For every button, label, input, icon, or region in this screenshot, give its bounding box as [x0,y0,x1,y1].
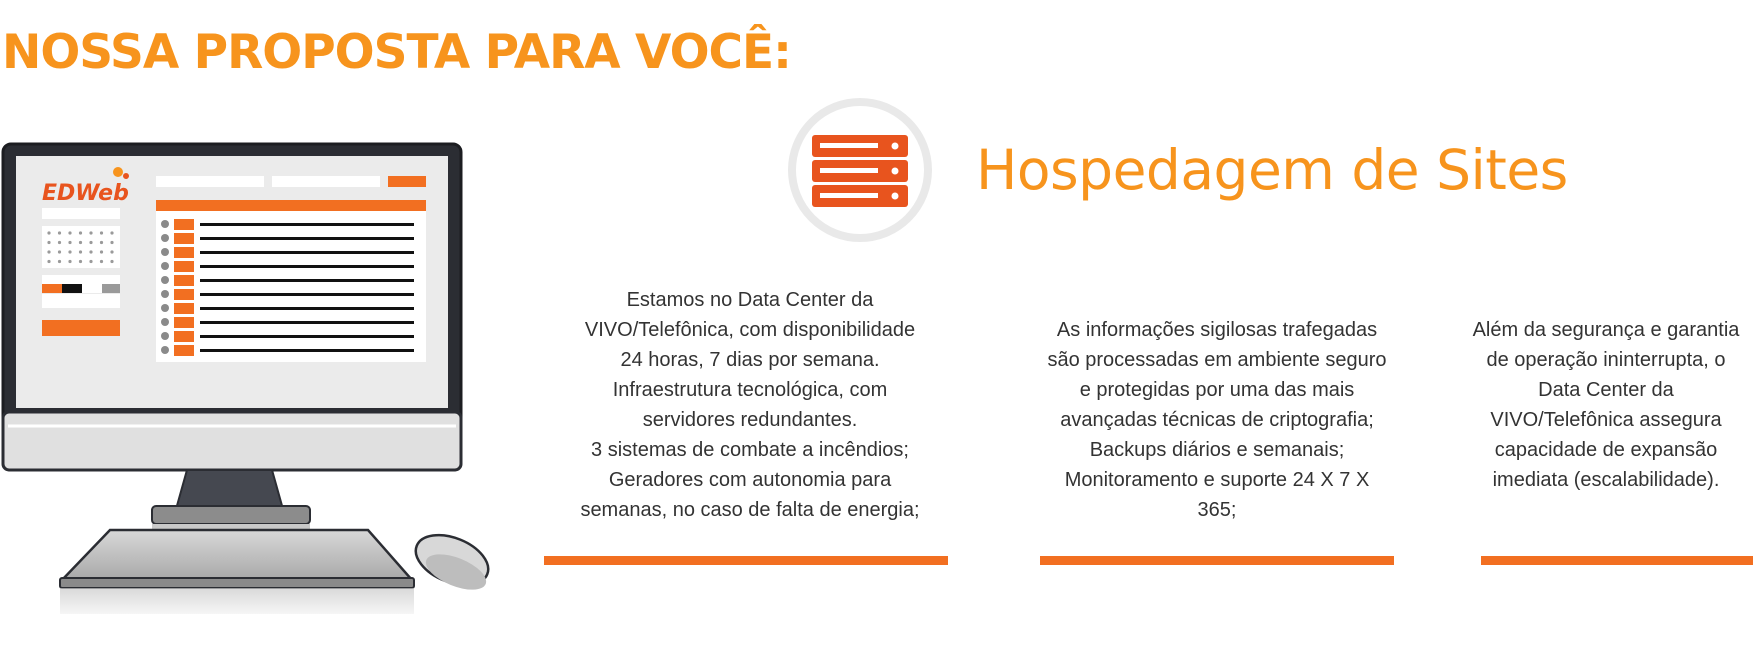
feature-line: Monitoramento e suporte 24 X 7 X [1064,469,1370,491]
desktop-computer-illustration [0,140,490,620]
feature-text-datacenter [540,285,960,525]
feature-line: Estamos no Data Center da [626,289,874,311]
page-headline: NOSSA PROPOSTA PARA VOCÊ: [2,25,791,80]
feature-line: 3 sistemas de combate a incêndios; [591,439,909,461]
feature-text-security [1012,315,1422,525]
feature-text-scalability [1458,315,1754,495]
feature-line: capacidade de expansão [1494,439,1718,461]
service-title: Hospedagem de Sites [976,138,1568,202]
feature-line: servidores redundantes. [642,409,858,431]
feature-line: Infraestrutura tecnológica, com [612,379,888,401]
feature-line: 24 horas, 7 dias por semana. [620,349,880,371]
feature-line: são processadas em ambiente seguro [1047,349,1387,371]
feature-line: VIVO/Telefônica assegura [1490,409,1722,431]
feature-line: Além da segurança e garantia [1472,319,1740,341]
svg-text:EDWeb: EDWeb [42,181,129,206]
feature-line: imediata (escalabilidade). [1492,469,1720,491]
feature-line: As informações sigilosas trafegadas [1056,319,1378,341]
server-stack-icon [785,95,935,245]
feature-line: de operação ininterrupta, o [1486,349,1726,371]
feature-line: Backups diários e semanais; [1089,439,1345,461]
feature-divider-2 [1040,556,1394,565]
feature-line: e protegidas por uma das mais [1079,379,1355,401]
feature-line: Geradores com autonomia para [608,469,892,491]
feature-line: 365; [1197,499,1237,521]
feature-divider-3 [1481,556,1753,565]
feature-line: Data Center da [1538,379,1674,401]
feature-divider-1 [544,556,948,565]
feature-line: semanas, no caso de falta de energia; [580,499,920,521]
feature-line: VIVO/Telefônica, com disponibilidade [584,319,916,341]
feature-line: avançadas técnicas de criptografia; [1060,409,1374,431]
